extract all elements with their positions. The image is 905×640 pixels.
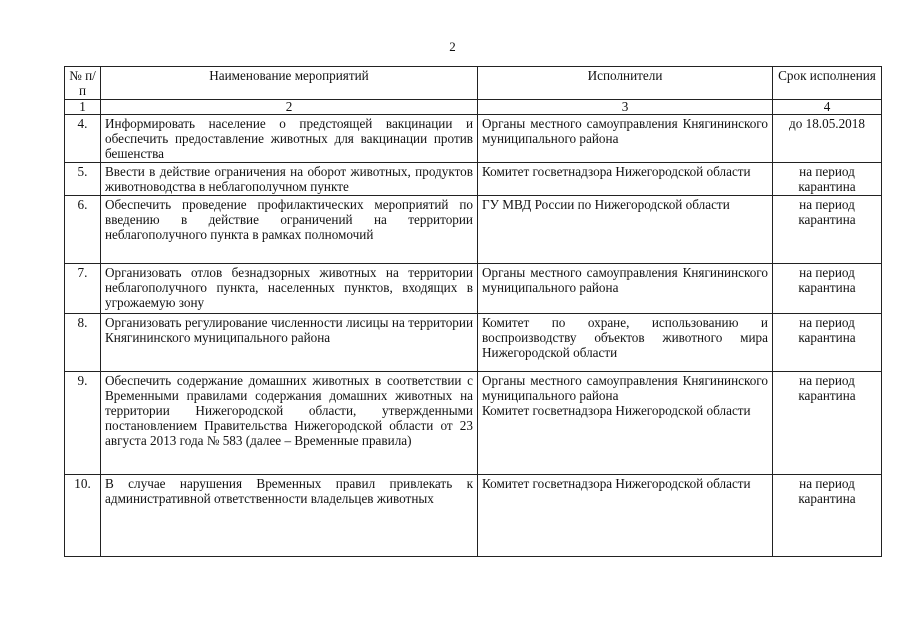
- table-row: [65, 314, 882, 372]
- term-cell: на период карантина: [773, 475, 882, 557]
- executor-entry: Комитет госветнадзора Нижегородской области: [482, 164, 751, 179]
- measure-cell: Обеспечить содержание домашних животных в соответствии с Временными правилами содержания домашних животных на территории Нижегородской области, утвержденными постановлением Правительства Нижегородской области от 23 августа 2013 года № 583 (далее – Временные правила): [101, 372, 478, 475]
- table-index-row: [65, 100, 882, 115]
- term-cell: на период карантина: [773, 314, 882, 372]
- executor-entry: Органы местного самоуправления Княгининского муниципального района: [482, 373, 768, 403]
- term-cell: на период карантина: [773, 372, 882, 475]
- term-cell: до 18.05.2018: [773, 115, 882, 163]
- col-header-measure: Наименование мероприятий: [101, 67, 478, 100]
- row-number: 5.: [65, 163, 101, 196]
- col-header-term: Срок исполнения: [773, 67, 882, 100]
- executors-cell: [478, 196, 773, 264]
- table-row: [65, 196, 882, 264]
- measure-cell: Организовать регулирование численности лисицы на территории Княгининского муниципального района: [101, 314, 478, 372]
- row-number: 6.: [65, 196, 101, 264]
- executor-entry: Комитет по охране, использованию и воспроизводству объектов животного мира Нижегородской области: [482, 315, 768, 360]
- table-row: [65, 163, 882, 196]
- table-header-row: [65, 67, 882, 100]
- executors-cell: [478, 475, 773, 557]
- table-row: [65, 372, 882, 475]
- term-cell: на период карантина: [773, 196, 882, 264]
- row-number: 8.: [65, 314, 101, 372]
- term-cell: на период карантина: [773, 264, 882, 314]
- table-body: [65, 115, 882, 557]
- col-index: 3: [478, 100, 773, 115]
- table-row: [65, 475, 882, 557]
- executor-entry: ГУ МВД России по Нижегородской области: [482, 197, 730, 212]
- measure-cell: Информировать население о предстоящей вакцинации и обеспечить предоставление животных для вакцинации против бешенства: [101, 115, 478, 163]
- executors-cell: [478, 264, 773, 314]
- executor-entry: Органы местного самоуправления Княгининского муниципального района: [482, 116, 768, 146]
- col-header-number: № п/п: [65, 67, 101, 100]
- row-number: 7.: [65, 264, 101, 314]
- table-row: [65, 264, 882, 314]
- table-row: [65, 115, 882, 163]
- term-cell: на период карантина: [773, 163, 882, 196]
- executor-entry: Органы местного самоуправления Княгининского муниципального района: [482, 265, 768, 295]
- col-index: 4: [773, 100, 882, 115]
- page-number: 2: [449, 39, 456, 54]
- executors-cell: [478, 314, 773, 372]
- col-header-executors: Исполнители: [478, 67, 773, 100]
- executor-entry: Комитет госветнадзора Нижегородской области: [482, 476, 751, 491]
- col-index: 1: [65, 100, 101, 115]
- measure-cell: Ввести в действие ограничения на оборот животных, продуктов животноводства в неблагополучном пункте: [101, 163, 478, 196]
- row-number: 10.: [65, 475, 101, 557]
- row-number: 4.: [65, 115, 101, 163]
- row-number: 9.: [65, 372, 101, 475]
- measure-cell: В случае нарушения Временных правил привлекать к административной ответственности владельцев животных: [101, 475, 478, 557]
- measure-cell: Организовать отлов безнадзорных животных на территории неблагополучного пункта, населенных пунктов, входящих в угрожаемую зону: [101, 264, 478, 314]
- col-index: 2: [101, 100, 478, 115]
- executor-entry: Комитет госветнадзора Нижегородской области: [482, 403, 751, 418]
- executors-cell: [478, 115, 773, 163]
- measure-cell: Обеспечить проведение профилактических мероприятий по введению в действие ограничений на территории неблагополучного пункта в рамках полномочий: [101, 196, 478, 264]
- executors-cell: [478, 372, 773, 475]
- measures-table: [64, 66, 882, 557]
- executors-cell: [478, 163, 773, 196]
